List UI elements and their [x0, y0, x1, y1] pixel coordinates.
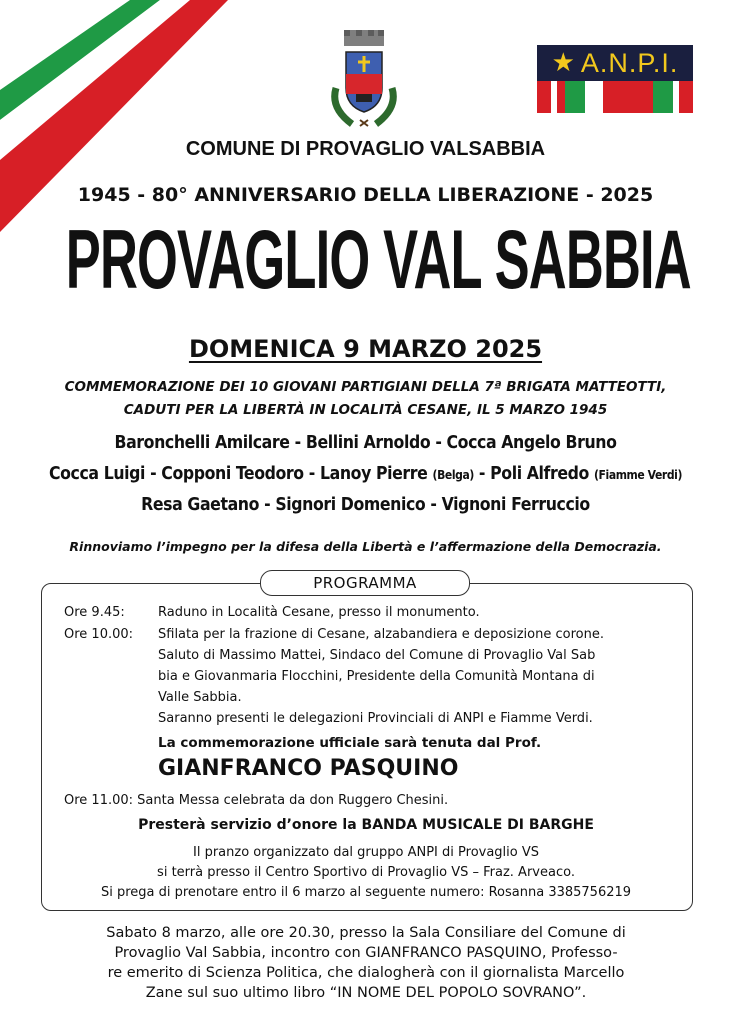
page-title: PROVAGLIO VAL SABBIA [65, 212, 691, 307]
event-saluto-1: Saluto di Massimo Mattei, Sindaco del Comune di Provaglio Val Sab [158, 648, 596, 663]
event-commemorazione: La commemorazione ufficiale sarà tenuta dal Prof. [158, 735, 542, 751]
commemoration-line-1: COMMEMORAZIONE DEI 10 GIOVANI PARTIGIANI DELLA 7ª BRIGATA MATTEOTTI, [64, 379, 667, 395]
anpi-logo-text: A.N.P.I. [580, 48, 679, 78]
pranzo-line-3: Si prega di prenotare entro il 6 marzo al seguente numero: Rosanna 3385756219 [100, 885, 632, 900]
speaker-name: GIANFRANCO PASQUINO [158, 756, 459, 781]
sabato-line-2: Provaglio Val Sabbia, incontro con GIANFRANCO PASQUINO, Professo- [114, 945, 618, 961]
motto: Rinnoviamo l’impegno per la difesa della Libertà e l’affermazione della Democrazia. [69, 539, 662, 554]
sabato-line-1: Sabato 8 marzo, alle ore 20.30, presso la Sala Consiliare del Comune di [106, 925, 626, 941]
event-delegazioni: Saranno presenti le delegazioni Provinciali di ANPI e Fiamme Verdi. [158, 711, 593, 726]
sabato-line-4: Zane sul suo ultimo libro “IN NOME DEL POPOLO SOVRANO”. [145, 985, 587, 1001]
pranzo-line-1: Il pranzo organizzato dal gruppo ANPI di Provaglio VS [192, 845, 540, 860]
programma-label: PROGRAMMA [260, 570, 470, 596]
pranzo-line-2: si terrà presso il Centro Sportivo di Provaglio VS – Fraz. Arveaco. [157, 865, 575, 880]
anpi-logo [537, 45, 693, 113]
event-sfilata: Sfilata per la frazione di Cesane, alzabandiera e deposizione corone. [158, 627, 604, 642]
event-date: DOMENICA 9 MARZO 2025 [188, 335, 543, 363]
sabato-line-3: re emerito di Scienza Politica, che dialogherà con il giornalista Marcello [107, 965, 625, 981]
time-1000: Ore 10.00: [64, 627, 134, 642]
event-saluto-3: Valle Sabbia. [158, 690, 242, 705]
anniversary-heading: 1945 - 80° ANNIVERSARIO DELLA LIBERAZIONE - 2025 [77, 184, 654, 206]
partisan-names-row-2: Cocca Luigi - Copponi Teodoro - Lanoy Pierre (Belga) - Poli Alfredo (Fiamme Verdi) [48, 464, 682, 484]
anpi-logo-banner [537, 45, 693, 81]
partisan-names-row-3: Resa Gaetano - Signori Domenico - Vignoni Ferruccio [141, 495, 590, 515]
comune-heading: COMUNE DI PROVAGLIO VALSABBIA [185, 138, 546, 160]
municipal-crest-icon [322, 28, 406, 130]
star-icon: ★ [551, 48, 575, 78]
partisan-names-row-1: Baronchelli Amilcare - Bellini Arnoldo - Cocca Angelo Bruno [114, 433, 617, 453]
anpi-logo-stripes [537, 81, 693, 113]
time-945: Ore 9.45: [64, 605, 125, 620]
event-messa: Ore 11.00: Santa Messa celebrata da don Ruggero Chesini. [64, 793, 449, 808]
event-saluto-2: bia e Giovanmaria Flocchini, Presidente della Comunità Montana di [158, 669, 595, 684]
event-raduno: Raduno in Località Cesane, presso il monumento. [158, 605, 480, 620]
banda-line: Presterà servizio d’onore la BANDA MUSICALE DI BARGHE [138, 817, 594, 833]
commemoration-line-2: CADUTI PER LA LIBERTÀ IN LOCALITÀ CESANE, IL 5 MARZO 1945 [123, 402, 608, 418]
